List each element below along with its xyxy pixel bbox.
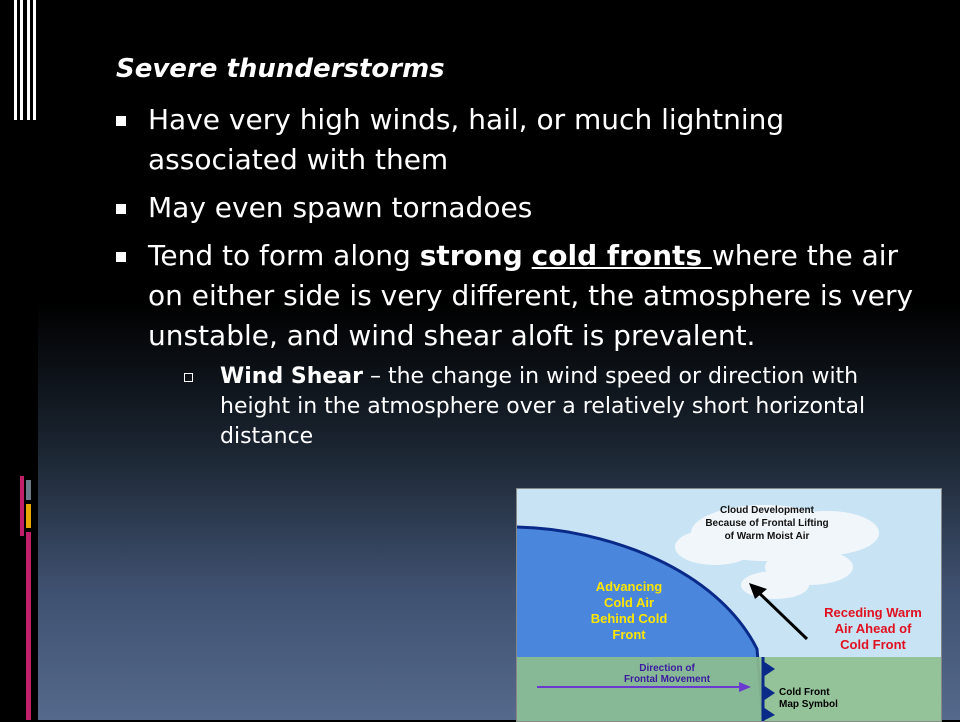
bullet-text-post: where the air on either side is very different, the atmosphere is very unstable, and wind shear aloft is prevalent. xyxy=(148,239,914,352)
bullet-text-pre: Tend to form along xyxy=(148,239,420,272)
cold-label-2: Cold Air xyxy=(603,595,655,610)
symbol-label-2: Map Symbol xyxy=(779,699,838,710)
bullet-bold-strong: strong xyxy=(419,239,523,272)
deco-bar xyxy=(27,0,30,120)
deco-bar xyxy=(20,476,24,536)
cloud-label-1: Cloud Development xyxy=(720,505,814,516)
direction-label-1: Direction of xyxy=(639,663,695,674)
symbol-label-1: Cold Front xyxy=(779,687,830,698)
bullet-space xyxy=(523,239,532,272)
deco-bar xyxy=(14,0,17,120)
deco-bar xyxy=(33,0,36,120)
square-bullet-icon xyxy=(116,252,126,262)
deco-bar xyxy=(26,504,31,528)
cold-front-diagram xyxy=(516,488,942,722)
ground xyxy=(517,657,941,721)
slide-heading: Severe thunderstorms xyxy=(116,54,445,84)
cold-fronts-link[interactable]: cold fronts xyxy=(531,239,712,272)
square-bullet-icon xyxy=(116,116,126,126)
warm-label-2: Air Ahead of xyxy=(834,621,912,636)
hollow-square-bullet-icon xyxy=(184,373,193,382)
cloud-label-3: of Warm Moist Air xyxy=(724,531,810,542)
cold-label-3: Behind Cold xyxy=(590,611,668,626)
direction-label-2: Frontal Movement xyxy=(623,674,711,685)
term-wind-shear: Wind Shear xyxy=(220,364,363,389)
square-bullet-icon xyxy=(116,204,126,214)
bullet-text: May even spawn tornadoes xyxy=(148,191,533,224)
cold-label-1: Advancing xyxy=(595,579,663,594)
diagram-svg xyxy=(517,489,941,721)
deco-bar xyxy=(20,0,23,120)
cloud-label-2: Because of Frontal Lifting xyxy=(705,518,829,529)
sub-bullet-list xyxy=(184,362,916,452)
bullet-text: Have very high winds, hail, or much lightning associated with them xyxy=(148,103,785,176)
warm-label-1: Receding Warm xyxy=(824,605,922,620)
bullet-item xyxy=(116,100,916,180)
warm-label-3: Cold Front xyxy=(840,637,906,652)
cold-label-4: Front xyxy=(612,627,646,642)
bullet-item xyxy=(116,188,916,228)
deco-bar xyxy=(26,480,31,500)
term-definition: – the change in wind speed or direction with height in the atmosphere over a relatively short horizontal distance xyxy=(220,364,866,449)
bullet-item xyxy=(116,236,916,452)
sub-bullet-item xyxy=(184,362,916,452)
deco-bar xyxy=(26,532,31,720)
bullet-list xyxy=(116,100,916,460)
